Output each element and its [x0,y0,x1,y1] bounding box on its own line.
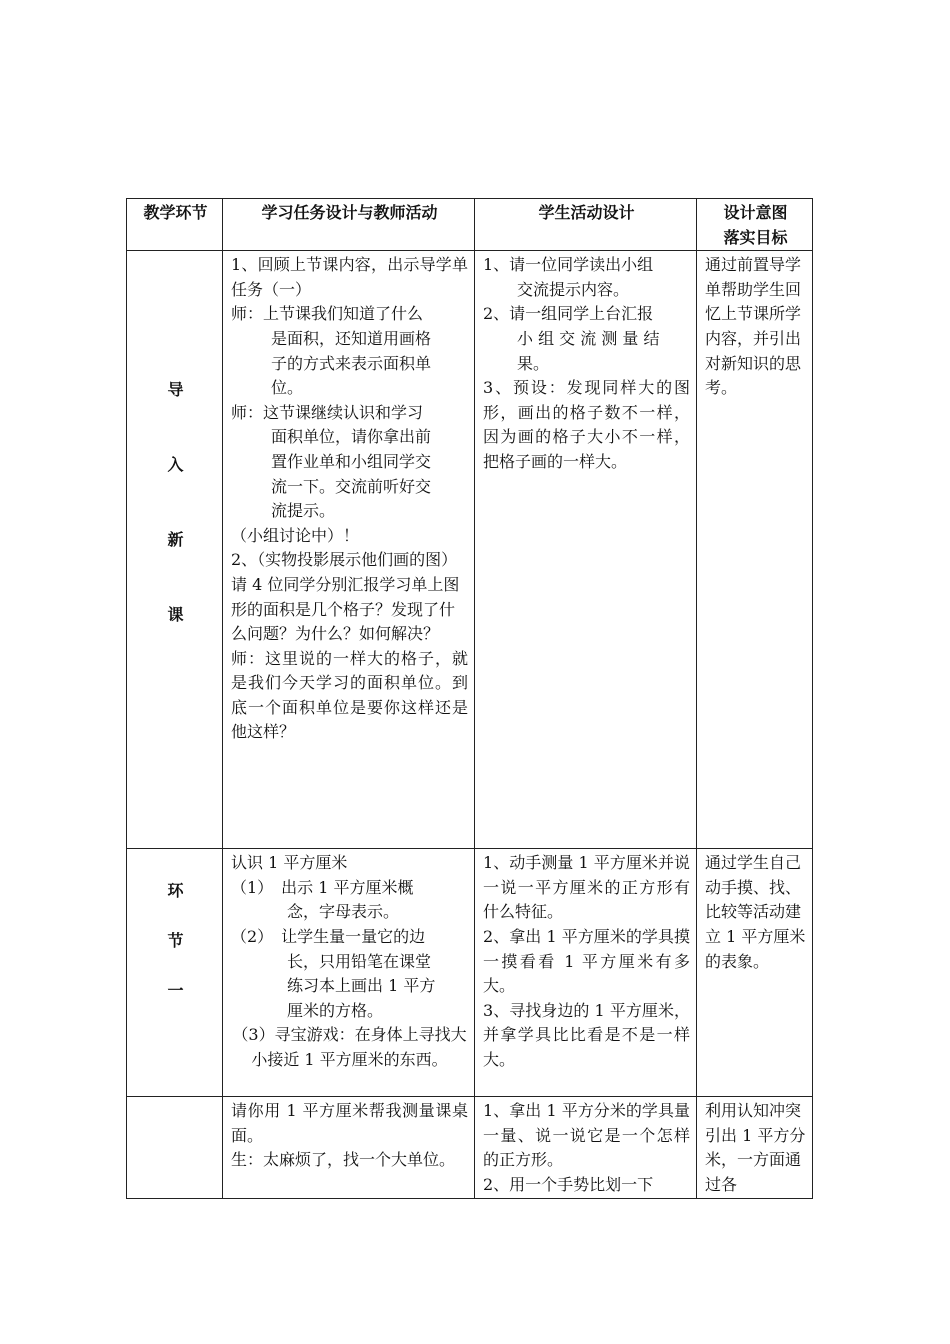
student-activity-cell [475,251,697,849]
stage-cell [127,1097,223,1198]
text-line: 念，字母表示。 [287,902,400,922]
text-line: 认识 1 平方厘米 [231,853,348,873]
text-line: 师：这里说的一样大的格子，就是我们今天学习的面积单位。到底一个面积单位是要你这样还是他这样？ [231,648,468,742]
text-line: 2、拿出 1 平方厘米的学具摸一摸看看 1 平方厘米有多大。 [483,926,690,996]
stage-char: 导 [167,380,184,400]
stage-char: 新 [167,530,184,550]
text-line: （2） 让学生量一量它的边 [231,926,426,946]
text-line: 厘米的方格。 [287,1000,384,1020]
header-intent-line-2: 落实目标 [723,227,788,247]
text-line: 是面积，还知道用画格 [271,328,432,348]
stage-cell [127,849,223,1097]
text-line: 请 4 位同学分别汇报学习单上图形的面积是几个格子？发现了什么问题？为什么？如何解决？ [231,574,460,644]
text-line: 1、回顾上节课内容，出示导学单任务（一） [231,255,468,299]
design-intent-cell: 通过学生自己动手摸、找、比较等活动建立 1 平方厘米的表象。 [697,849,813,1097]
student-activity-cell [475,849,697,1097]
text-line: 师：上节课我们知道了什么 [231,304,424,324]
header-intent-line-1: 设计意图 [723,203,788,222]
teacher-activity-cell [223,849,475,1097]
header-teacher-activity: 学习任务设计与教师活动 [223,199,475,251]
text-line: 师：这节课继续认识和学习 [231,402,424,422]
header-row [127,199,813,251]
stage-cell [127,251,223,849]
text-line: 2、请一组同学上台汇报 [483,304,654,324]
header-design-intent [697,199,813,251]
text-line: 1、拿出 1 平方分米的学具量一量、说一说它是一个怎样的正方形。 [483,1101,690,1170]
stage-char: 节 [167,931,184,951]
text-line: （小组讨论中）！ [231,525,360,545]
text-line: 长，只用铅笔在课堂 [287,951,432,971]
text-line: 置作业单和小组同学交 [271,451,432,471]
text-line: 3、寻找身边的 1 平方厘米，并拿学具比比看是不是一样大。 [483,1000,690,1069]
stage-char: 课 [167,605,184,625]
text-line: 1、请一位同学读出小组 [483,255,654,275]
text-line: 请你用 1 平方厘米帮我测量课桌面。 [231,1101,468,1145]
text-line: 1、动手测量 1 平方厘米并说一说一平方厘米的正方形有什么特征。 [483,853,690,922]
header-stage: 教学环节 [127,199,223,251]
stage-char: 入 [167,455,184,475]
text-line: 流提示。 [271,501,336,521]
lesson-plan-table [126,198,813,1199]
stage-char: 一 [167,981,184,1001]
text-line: 2、（实物投影展示他们画的图） [231,550,458,570]
text-line: 小 组 交 流 测 量 结 [517,328,660,348]
text-line: 3、预设：发现同样大的图形，画出的格子数不一样，因为画的格子大小不一样，把格子画的一样大。 [483,378,690,471]
table-row [127,251,813,849]
text-line: 位。 [271,378,304,398]
table-row [127,849,813,1097]
text-line: 2、用一个手势比划一下 [483,1174,654,1194]
teacher-activity-cell [223,251,475,849]
text-line: 交流提示内容。 [517,279,630,299]
text-line: 练习本上画出 1 平方 [287,976,436,996]
text-line: 面积单位，请你拿出前 [271,427,432,447]
table-row [127,1097,813,1198]
teacher-activity-cell [223,1097,475,1198]
design-intent-cell: 利用认知冲突引出 1 平方分米，一方面通过各 [697,1097,813,1198]
text-line: 果。 [517,353,550,373]
stage-char: 环 [167,881,184,901]
text-line: （1） 出示 1 平方厘米概 [231,877,414,897]
text-line: 生：太麻烦了，找一个大单位。 [231,1150,456,1170]
header-student-activity: 学生活动设计 [475,199,697,251]
text-line: 子的方式来表示面积单 [271,353,432,373]
design-intent-cell: 通过前置导学单帮助学生回忆上节课所学内容，并引出对新知识的思考。 [697,251,813,849]
text-line: 流一下。交流前听好交 [271,476,432,496]
student-activity-cell [475,1097,697,1198]
text-line: （3）寻宝游戏：在身体上寻找大小接近 1 平方厘米的东西。 [232,1025,467,1069]
